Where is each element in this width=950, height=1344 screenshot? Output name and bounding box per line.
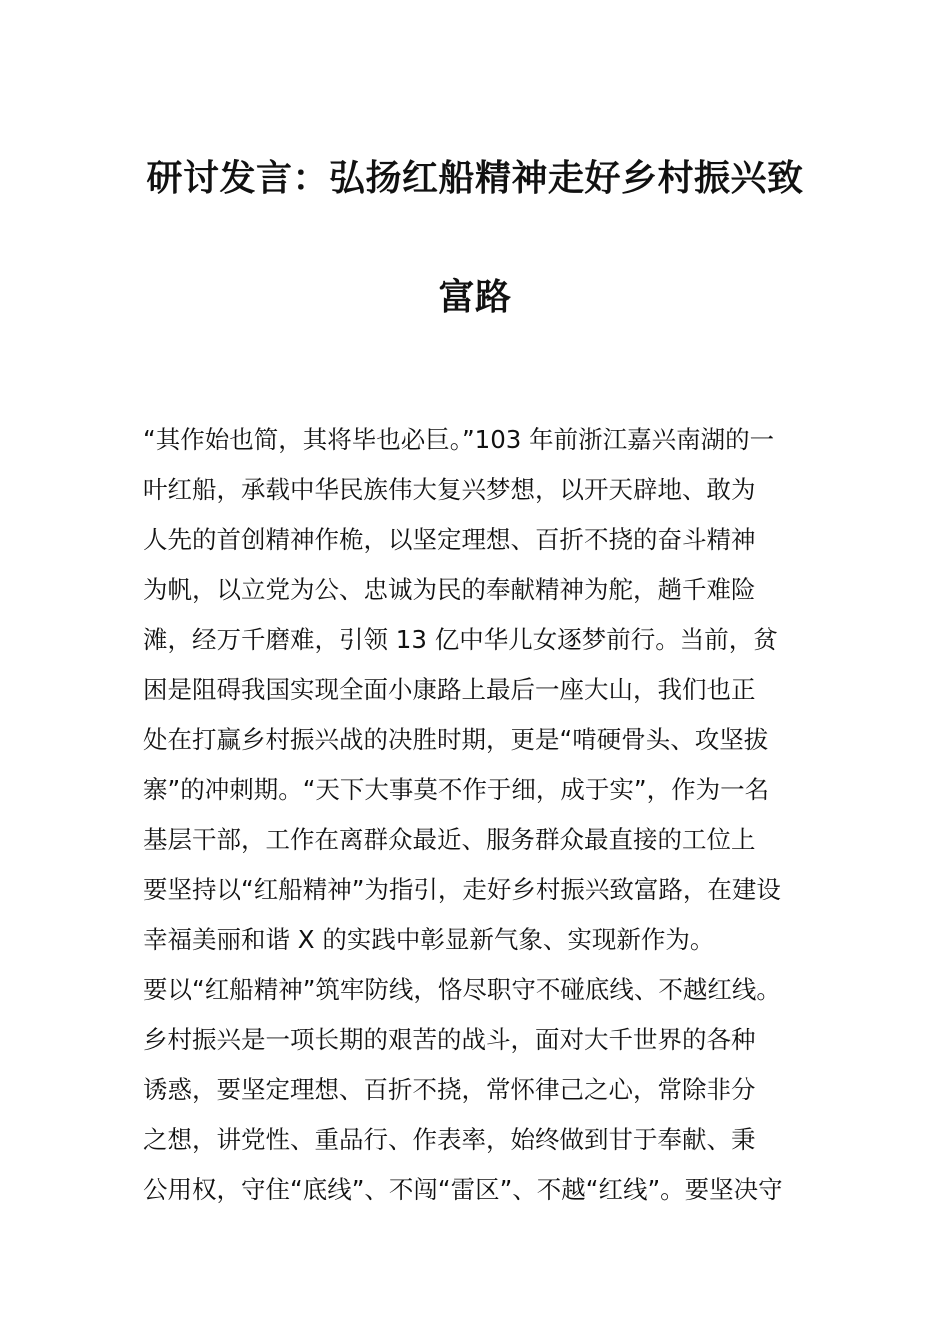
body-line: 寨”的冲刺期。“天下大事莫不作于细，成于实”，作为一名: [143, 775, 770, 804]
body-line: 滩，经万千磨难，引领 13 亿中华儿女逐梦前行。当前，贫: [143, 625, 778, 654]
body-line: 公用权，守住“底线”、不闯“雷区”、不越“红线”。要坚决守: [143, 1175, 783, 1204]
body-line: 之想，讲党性、重品行、作表率，始终做到甘于奉献、秉: [143, 1125, 756, 1154]
body-line: 叶红船，承载中华民族伟大复兴梦想，以开天辟地、敢为: [143, 475, 756, 504]
body-line: 为帆，以立党为公、忠诚为民的奉献精神为舵，趟千难险: [143, 575, 756, 604]
body-line: 诱惑，要坚定理想、百折不挠，常怀律己之心，常除非分: [143, 1075, 756, 1104]
body-line: 幸福美丽和谐 X 的实践中彰显新气象、实现新作为。: [143, 925, 715, 954]
document-title-line-2: 富路: [438, 277, 512, 318]
body-line: 困是阻碍我国实现全面小康路上最后一座大山，我们也正: [143, 675, 756, 704]
document-title-line-1: 研讨发言：弘扬红船精神走好乡村振兴致: [146, 158, 804, 199]
document-body: [143, 415, 813, 1215]
body-line: “其作始也简，其将毕也必巨。”103 年前浙江嘉兴南湖的一: [143, 425, 775, 454]
body-line: 基层干部，工作在离群众最近、服务群众最直接的工位上: [143, 825, 756, 854]
body-line: 处在打赢乡村振兴战的决胜时期，更是“啃硬骨头、攻坚拔: [143, 725, 769, 754]
body-line: 人先的首创精神作桅，以坚定理想、百折不挠的奋斗精神: [143, 525, 756, 554]
body-line: 要坚持以“红船精神”为指引，走好乡村振兴致富路，在建设: [143, 875, 781, 904]
body-line: 乡村振兴是一项长期的艰苦的战斗，面对大千世界的各种: [143, 1025, 756, 1054]
body-line: 要以“红船精神”筑牢防线，恪尽职守不碰底线、不越红线。: [143, 975, 781, 1004]
